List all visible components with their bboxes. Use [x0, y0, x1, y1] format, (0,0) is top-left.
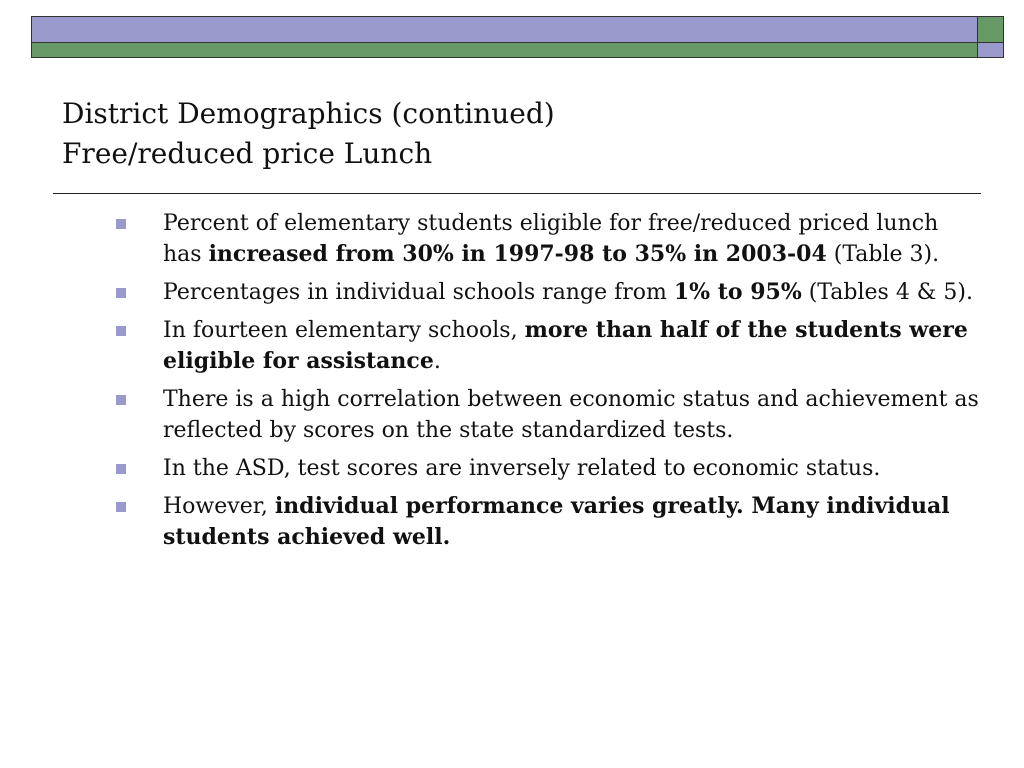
- slide-title: [62, 94, 962, 174]
- slide-title-line-1: District Demographics (continued): [62, 97, 555, 130]
- square-bullet-icon: [116, 464, 126, 474]
- bullet-text: Percent of elementary students eligible for free/reduced priced lunch has: [163, 211, 939, 267]
- bullet-text-bold: individual performance varies greatly. Many individual students achieved well.: [163, 493, 950, 550]
- bullet-item: [112, 453, 982, 484]
- square-bullet-icon: [116, 502, 126, 512]
- square-bullet-icon: [116, 219, 126, 229]
- square-bullet-icon: [116, 395, 126, 405]
- header-band-top: [31, 16, 978, 43]
- square-bullet-icon: [116, 288, 126, 298]
- bullet-text: There is a high correlation between economic status and achievement as reflected by scores on the state standardized tests.: [163, 387, 979, 443]
- bullet-item: [112, 315, 982, 377]
- header-square-bottom: [977, 42, 1004, 58]
- square-bullet-icon: [116, 326, 126, 336]
- bullet-item: [112, 208, 982, 270]
- bullet-text: (Table 3).: [826, 242, 940, 267]
- header-square-top: [977, 16, 1004, 43]
- bullet-text: (Tables 4 & 5).: [801, 280, 973, 305]
- bullet-text: In the ASD, test scores are inversely related to economic status.: [163, 456, 881, 481]
- slide-title-line-2: Free/reduced price Lunch: [62, 137, 433, 170]
- bullet-text-bold: increased from 30% in 1997-98 to 35% in 2003-04: [208, 241, 827, 267]
- bullet-item: [112, 491, 982, 553]
- bullet-text-bold: more than half of the students were eligible for assistance: [163, 317, 968, 374]
- bullet-text: In fourteen elementary schools,: [163, 318, 525, 343]
- bullet-text: Percentages in individual schools range from: [163, 280, 674, 305]
- title-divider: [53, 193, 981, 194]
- bullet-text: .: [433, 349, 441, 374]
- bullet-item: [112, 277, 982, 308]
- bullet-text: However,: [163, 494, 275, 519]
- bullet-text-bold: 1% to 95%: [673, 279, 802, 305]
- header-band-bottom: [31, 42, 978, 58]
- bullet-list: [112, 208, 982, 560]
- bullet-item: [112, 384, 982, 446]
